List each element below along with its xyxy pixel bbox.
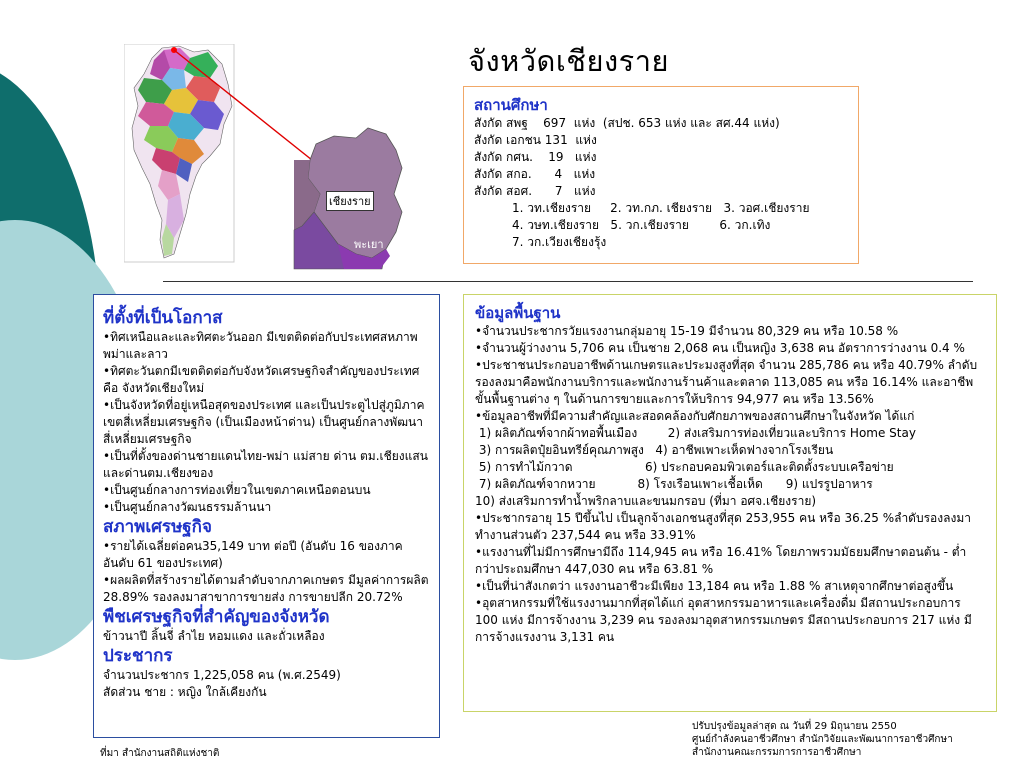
location-bullet: •ทิศเหนือและและทิศตะวันออก มีเขตติดต่อกับประเทศสหภาพพม่าและลาว: [103, 330, 418, 361]
career-line: 5) การทำไม้กวาด 6) ประกอบคอมพิวเตอร์และติดตั้งระบบเครือข่าย: [475, 460, 894, 474]
college-line: 1. วท.เชียงราย 2. วท.กภ. เชียงราย 3. วอศ.เชียงราย: [512, 201, 810, 215]
location-bullet: •ทิศตะวันตกมีเขตติดต่อกับจังหวัดเศรษฐกิจสำคัญของประเทศ คือ จังหวัดเชียงใหม่: [103, 364, 420, 395]
economy-heading: สภาพเศรษฐกิจ: [103, 517, 212, 537]
population-heading: ประชากร: [103, 646, 173, 666]
education-line: สังกัด เอกชน 131 แห่ง: [474, 133, 597, 147]
basic-bullet: •ประชากรอายุ 15 ปีขึ้นไป เป็นลูกจ้างเอกชนสูงที่สุด 253,955 คน หรือ 36.25 %ลำดับรองลงมาทำงานส่วนตัว 237,544 คน หรือ 33.91%: [475, 511, 971, 542]
footer-line: ปรับปรุงข้อมูลล่าสุด ณ วันที่ 29 มิถุนายน 2550: [692, 721, 897, 732]
basic-bullet: •อุตสาหกรรมที่ใช้แรงงานมากที่สุดได้แก่ อุตสาหกรรมอาหารและเครื่องดื่ม มีสถานประกอบการ 100 แห่ง มีการจ้างงาน 3,239 คน รองลงมาอุตสาหกรรมเกษตร มีสถานประกอบการ 217 แห่ง มีการจ้างแรงงาน 3,131 คน: [475, 596, 972, 644]
location-bullet: •เป็นศูนย์กลางการท่องเที่ยวในเขตภาคเหนือตอนบน: [103, 483, 371, 497]
education-line: สังกัด สพฐ 697 แห่ง (สปช. 653 แห่ง และ สศ.44 แห่ง): [474, 116, 780, 130]
source-footer: ที่มา สำนักงานสถิติแห่งชาติ: [100, 748, 220, 759]
basic-heading: ข้อมูลพื้นฐาน: [475, 304, 561, 322]
location-box: [93, 294, 440, 738]
footer-line: สำนักงานคณะกรรมการการอาชีวศึกษา: [692, 747, 862, 758]
education-line: สังกัด สอศ. 7 แห่ง: [474, 184, 596, 198]
location-bullet: •เป็นที่ตั้งของด่านชายแดนไทย-พม่า แม่สาย ด่าน ตม.เชียงแสน และด่านตม.เชียงของ: [103, 449, 428, 480]
location-heading: ที่ตั้งที่เป็นโอกาส: [103, 308, 223, 328]
population-line: จำนวนประชากร 1,225,058 คน (พ.ศ.2549): [103, 668, 341, 682]
basic-bullet: •จำนวนประชากรวัยแรงงานกลุ่มอายุ 15-19 มีจำนวน 80,329 คน หรือ 10.58 %: [475, 324, 899, 338]
basic-bullet: •ประชาชนประกอบอาชีพด้านเกษตรและประมงสูงที่สุด จำนวน 285,786 คน หรือ 40.79% ลำดับรองลงมาคือพนักงานบริการและพนักงานร้านค้าและตลาด 113,085 คน หรือ 16.14% และอาชีพขั้นพื้นฐานต่าง ๆ ในด้านการขายและการให้บริการ 94,977 คน หรือ 13.56%: [475, 358, 978, 406]
basic-bullet: •เป็นที่น่าสังเกตว่า แรงงานอาชีวะมีเพียง 13,184 คน หรือ 1.88 % สาเหตุจากศึกษาต่อสูงขึ้น: [475, 579, 954, 593]
education-box: [463, 86, 859, 264]
population-line: สัดส่วน ชาย : หญิง ใกล้เคียงกัน: [103, 685, 267, 699]
career-line: 3) การผลิตปุ๋ยอินทรีย์คุณภาพสูง 4) อาชีพเพาะเห็ดฟางจากโรงเรียน: [475, 443, 834, 457]
footer-line: ศูนย์กำลังคนอาชีวศึกษา สำนักวิจัยและพัฒนาการอาชีวศึกษา: [692, 734, 953, 745]
basic-bullet: •ข้อมูลอาชีพที่มีความสำคัญและสอดคล้องกับศักยภาพของสถานศึกษาในจังหวัด ได้แก่: [475, 409, 915, 423]
education-heading: สถานศึกษา: [474, 96, 548, 114]
map-label-phayao: พะเยา: [354, 238, 384, 251]
career-line: 10) ส่งเสริมการทำน้ำพริกลาบและขนมกรอบ (ที่มา อศจ.เชียงราย): [475, 494, 817, 508]
college-line: 7. วก.เวียงเชียงรุ้ง: [512, 235, 607, 249]
economy-bullet: •รายได้เฉลี่ยต่อคน35,149 บาท ต่อปี (อันดับ 16 ของภาค อันดับ 61 ของประเทศ): [103, 539, 403, 570]
career-line: 7) ผลิตภัณฑ์จากหวาย 8) โรงเรือนเพาะเชื้อเห็ด 9) แปรรูปอาหาร: [475, 477, 873, 491]
basic-info-box: [463, 294, 997, 712]
career-line: 1) ผลิตภัณฑ์จากผ้าทอพื้นเมือง 2) ส่งเสริมการท่องเที่ยวและบริการ Home Stay: [475, 426, 916, 440]
education-line: สังกัด กศน. 19 แห่ง: [474, 150, 597, 164]
college-line: 4. วษท.เชียงราย 5. วก.เชียงราย 6. วก.เทิง: [512, 218, 771, 232]
province-map: [124, 44, 404, 272]
location-bullet: •เป็นศูนย์กลางวัฒนธรรมล้านนา: [103, 500, 272, 514]
map-label-chiangrai: เชียงราย: [326, 191, 374, 211]
basic-bullet: •จำนวนผู้ว่างงาน 5,706 คน เป็นชาย 2,068 คน เป็นหญิง 3,638 คน อัตราการว่างงาน 0.4 %: [475, 341, 965, 355]
crops-text: ข้าวนาปี ลิ้นจี่ ลำไย หอมแดง และถั่วเหลือง: [103, 629, 325, 643]
education-line: สังกัด สกอ. 4 แห่ง: [474, 167, 596, 181]
economy-bullet: •ผลผลิตที่สร้างรายได้ตามลำดับจากภาคเกษตร มีมูลค่าการผลิต 28.89% รองลงมาสาขาการขายส่ง การขายปลีก 20.72%: [103, 573, 429, 604]
page-title: จังหวัดเชียงราย: [468, 44, 669, 78]
location-bullet: •เป็นจังหวัดที่อยู่เหนือสุดของประเทศ และเป็นประตูไปสู่ภูมิภาค เขตสี่เหลี่ยมเศรษฐกิจ (เป็นเมืองหน้าด่าน) เป็นศูนย์กลางพัฒนาสี่เหลี่ยมเศรษฐกิจ: [103, 398, 425, 446]
section-divider: [163, 281, 973, 282]
update-footer: [692, 720, 953, 759]
crops-heading: พืชเศรษฐกิจที่สำคัญของจังหวัด: [103, 607, 330, 627]
basic-bullet: •แรงงานที่ไม่มีการศึกษามีถึง 114,945 คน หรือ 16.41% โดยภาพรวมมัธยมศึกษาตอนต้น - ต่ำกว่าประถมศึกษา 447,030 คน หรือ 63.81 %: [475, 545, 967, 576]
